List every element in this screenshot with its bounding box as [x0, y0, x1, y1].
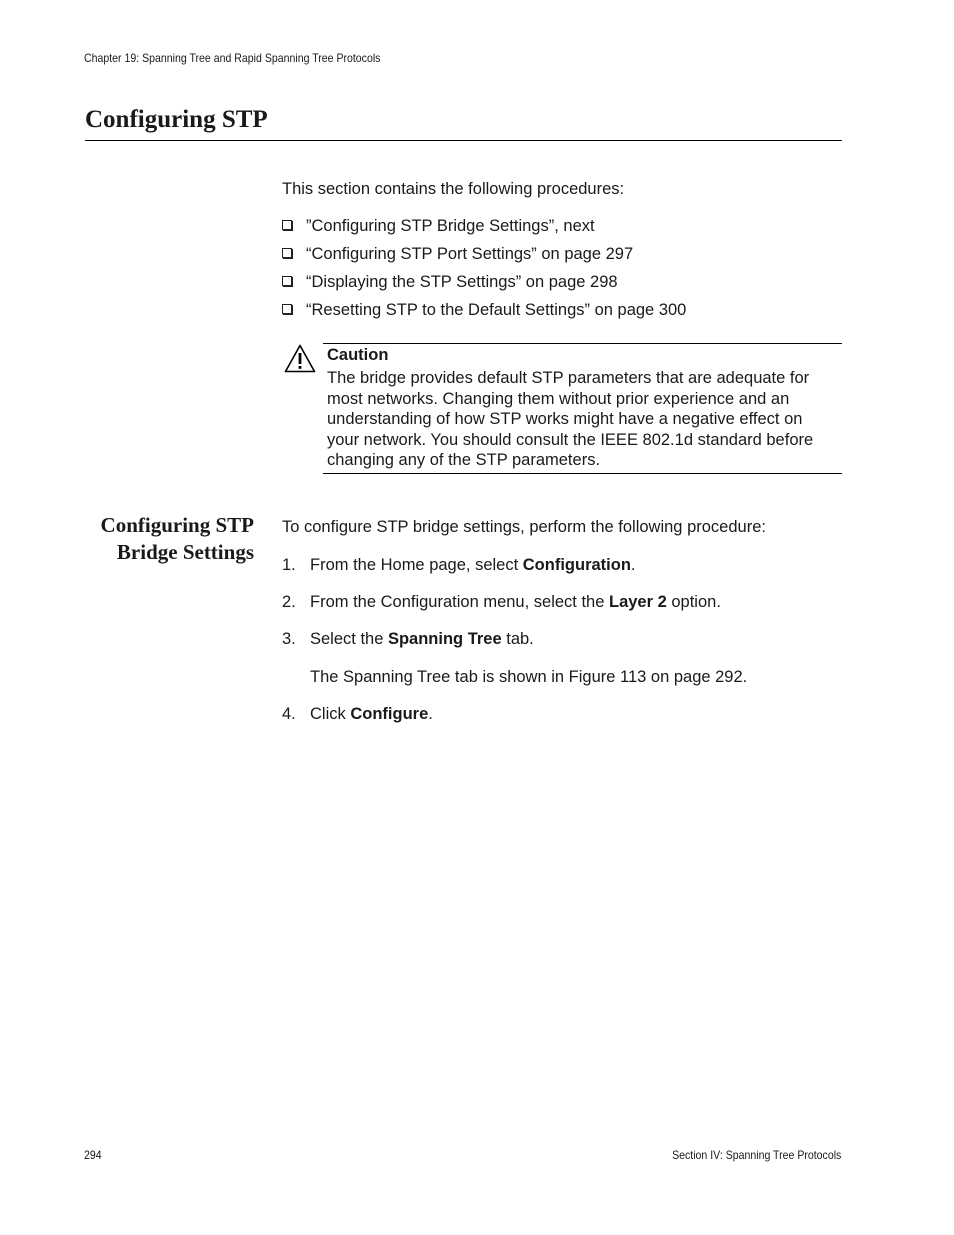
running-footer: Section IV: Spanning Tree Protocols — [671, 1148, 841, 1162]
procedure-step: 3. Select the Spanning Tree tab. — [282, 630, 534, 648]
checkbox-bullet-icon — [282, 276, 292, 286]
caution-top-rule — [323, 343, 842, 344]
section-intro: This section contains the following procedures: — [282, 180, 625, 198]
caution-label: Caution — [327, 346, 389, 364]
subsection-intro: To configure STP bridge settings, perform the following procedure: — [282, 518, 766, 536]
procedure-list-item: “Resetting STP to the Default Settings” on page 300 — [282, 301, 686, 320]
checkbox-bullet-icon — [282, 220, 292, 230]
subsection-title: Configuring STP Bridge Settings — [100, 513, 254, 564]
section-title: Configuring STP — [85, 106, 268, 133]
procedure-step: 4. Click Configure. — [282, 705, 433, 723]
procedure-list-item: ”Configuring STP Bridge Settings”, next — [282, 217, 595, 236]
step-note: The Spanning Tree tab is shown in Figure 113 on page 292. — [310, 668, 748, 686]
title-rule — [85, 140, 842, 141]
page-number: 294 — [84, 1148, 102, 1162]
procedure-step: 1. From the Home page, select Configuration. — [282, 556, 636, 574]
caution-text: The bridge provides default STP parameters that are adequate for most networks. Changing them without prior experience and an understanding of how STP works might have a negative effect on your network. You should consult the IEEE 802.1d standard before changing any of the STP parameters. — [327, 369, 814, 469]
procedure-step: 2. From the Configuration menu, select the Layer 2 option. — [282, 593, 721, 611]
checkbox-bullet-icon — [282, 304, 292, 314]
warning-triangle-icon — [284, 344, 316, 373]
procedure-list-item: “Displaying the STP Settings” on page 298 — [282, 273, 618, 292]
running-header: Chapter 19: Spanning Tree and Rapid Spanning Tree Protocols — [84, 51, 381, 65]
checkbox-bullet-icon — [282, 248, 292, 258]
caution-box — [282, 342, 842, 474]
caution-bottom-rule — [323, 473, 842, 474]
procedure-list-item: “Configuring STP Port Settings” on page 297 — [282, 245, 633, 264]
